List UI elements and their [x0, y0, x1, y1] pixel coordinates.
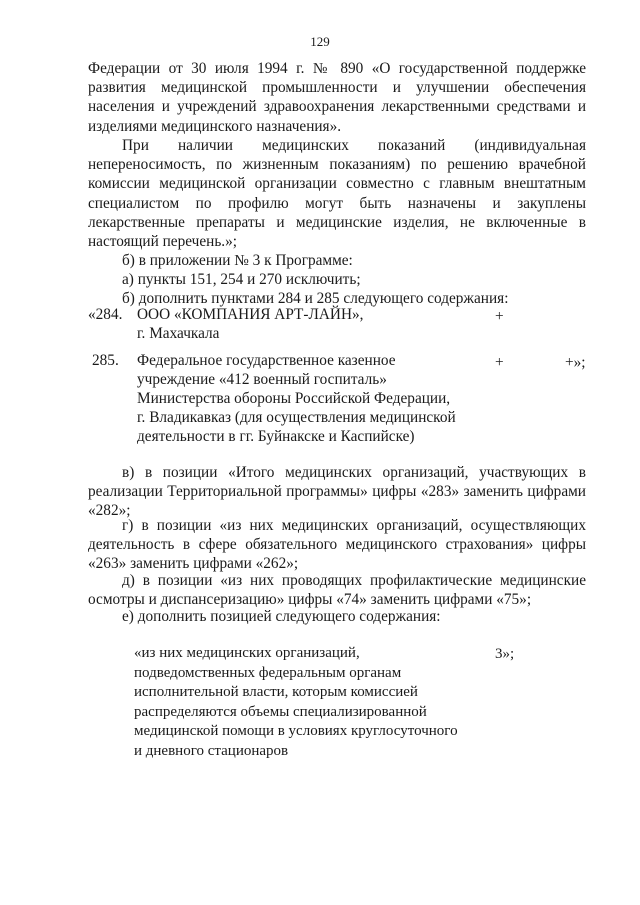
- item-b2: б) дополнить пунктами 284 и 285 следующего содержания:: [122, 290, 509, 308]
- paragraph-continuation: [88, 59, 586, 136]
- paragraph-medical-indications: [88, 136, 586, 251]
- entry-name-line: г. Владикавказ (для осуществления медицинской: [137, 409, 456, 426]
- text-line: населения и учреждений здравоохранения лекарственными средствами и: [88, 98, 586, 116]
- text-line: в) в позиции «Итого медицинских организаций, участвующих в: [122, 464, 586, 481]
- item-a: а) пункты 151, 254 и 270 исключить;: [122, 271, 361, 289]
- entry-name-line: г. Махачкала: [137, 325, 220, 342]
- text-line: специалистом по профилю могут быть назначены и закуплены: [88, 194, 586, 212]
- new-position-text: [134, 644, 458, 761]
- entry-name-line: Федеральное государственное казенное: [137, 352, 396, 369]
- new-position-line: исполнительной власти, которым комиссией: [134, 684, 418, 700]
- item-e: [122, 607, 586, 626]
- text-line: осмотры и диспансеризацию» цифры «74» заменить цифрами «75»;: [88, 591, 532, 609]
- item-b: б) в приложении № 3 к Программе:: [122, 252, 353, 269]
- entry-name-line: ООО «КОМПАНИЯ АРТ-ЛАЙН»,: [137, 306, 364, 323]
- text-line: д) в позиции «из них проводящих профилактические медицинские: [122, 572, 586, 589]
- text-line: изделиями медицинского назначения».: [88, 117, 342, 135]
- paragraph-v: [88, 463, 586, 521]
- entry-name-line: учреждение «412 военный госпиталь»: [137, 371, 387, 388]
- text-line: «263» заменить цифрами «262»;: [88, 555, 299, 573]
- entry-name: [137, 351, 456, 446]
- text-line: развития медицинской промышленности и улучшении обеспечения: [88, 79, 586, 97]
- text-line: непереносимость, по жизненным показаниям) по решению врачебной: [88, 156, 586, 174]
- paragraph-d: [88, 571, 586, 609]
- text-line: «282»;: [88, 502, 131, 520]
- new-position-line: медицинской помощи в условиях круглосуточного: [134, 723, 458, 739]
- entry-number: 285.: [92, 352, 119, 369]
- new-position-value: 3»;: [495, 646, 515, 662]
- new-position-line: подведомственных федеральным органам: [134, 664, 402, 681]
- entry-name: [137, 305, 363, 343]
- item-e-text: е) дополнить позицией следующего содержания:: [122, 608, 441, 625]
- entry-mark-col2: +»;: [565, 354, 586, 371]
- text-line: Федерации от 30 июля 1994 г. № 890 «О государственной поддержке: [88, 60, 586, 77]
- entry-number: «284.: [88, 306, 123, 323]
- page-number: 129: [310, 34, 330, 49]
- text-line: реализации Территориальной программы» цифры «283» заменить цифрами: [88, 483, 586, 501]
- text-line: При наличии медицинских показаний (индивидуальная: [122, 137, 586, 154]
- new-position-line: и дневного стационаров: [134, 742, 289, 759]
- paragraph-g: [88, 516, 586, 574]
- text-line: настоящий перечень.»;: [88, 233, 238, 251]
- text-line: г) в позиции «из них медицинских организаций, осуществляющих: [122, 517, 586, 534]
- entry-mark-col1: +: [495, 308, 504, 325]
- text-line: комиссии медицинской организации совместно с главным внештатным: [88, 175, 586, 193]
- new-position-line: «из них медицинских организаций,: [134, 645, 360, 661]
- text-line: лекарственные препараты и медицинские изделия, не включенные в: [88, 213, 586, 231]
- new-position-line: распределяются объемы специализированной: [134, 703, 427, 720]
- amendment-items: [122, 251, 586, 309]
- entry-name-line: деятельности в гг. Буйнакске и Каспийске): [137, 428, 415, 445]
- entry-name-line: Министерства обороны Российской Федерации,: [137, 390, 451, 407]
- entry-mark-col1: +: [495, 354, 504, 371]
- text-line: деятельность в сфере обязательного медицинского страхования» цифры: [88, 536, 586, 554]
